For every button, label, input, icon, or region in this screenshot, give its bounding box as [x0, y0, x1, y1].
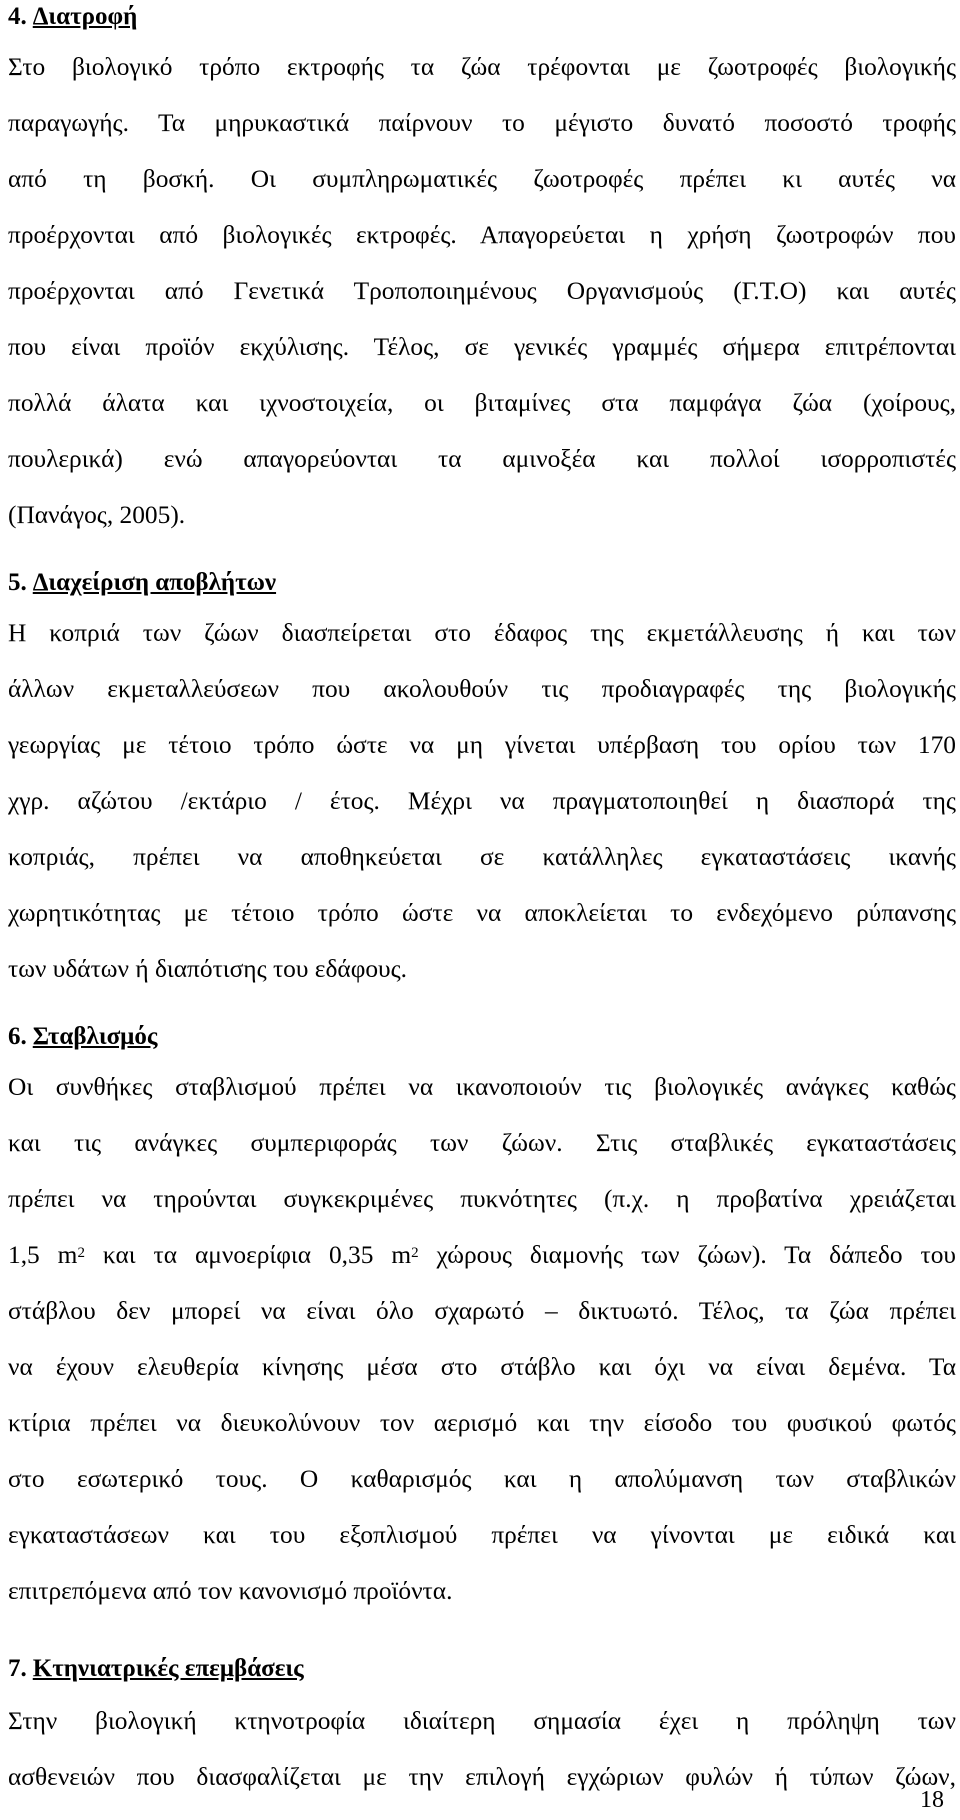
text-line: γεωργίας με τέτοιο τρόπο ώστε να μη γίνεται υπέρβαση του ορίου των 170: [8, 731, 956, 759]
text-line: να έχουν ελευθερία κίνησης μέσα στο στάβλο και όχι να είναι δεμένα. Τα: [8, 1353, 956, 1381]
section-paragraph-4: [8, 38, 956, 542]
text-line: κοπριάς, πρέπει να αποθηκεύεται σε κατάλληλες εγκαταστάσεις ικανής: [8, 843, 956, 871]
text-line: Οι συνθήκες σταβλισμού πρέπει να ικανοποιούν τις βιολογικές ανάγκες καθώς: [8, 1073, 956, 1101]
section-heading-7: [8, 1654, 956, 1684]
text-line: παραγωγής. Τα μηρυκαστικά παίρνουν το μέγιστο δυνατό ποσοστό τροφής: [8, 109, 956, 137]
section-paragraph-6: [8, 1058, 956, 1618]
section-paragraph-5: [8, 604, 956, 996]
section-heading-6: [8, 1022, 956, 1052]
text-line: πρέπει να τηρούνται συγκεκριμένες πυκνότητες (π.χ. η προβατίνα χρειάζεται: [8, 1185, 956, 1213]
text-line: (Πανάγος, 2005).: [8, 501, 186, 529]
superscript: 2: [411, 1245, 419, 1261]
page-number: 18: [920, 1787, 944, 1813]
text-line: Η κοπριά των ζώων διασπείρεται στο έδαφος της εκμετάλλευσης ή και των: [8, 619, 956, 647]
text-line: άλλων εκμεταλλεύσεων που ακολουθούν τις προδιαγραφές της βιολογικής: [8, 675, 956, 703]
text-line-with-superscripts: [8, 1226, 956, 1282]
text-line: εγκαταστάσεων και του εξοπλισμού πρέπει να γίνονται με ειδικά και: [8, 1521, 956, 1549]
text-line: και τις ανάγκες συμπεριφοράς των ζώων. Στις σταβλικές εγκαταστάσεις: [8, 1129, 956, 1157]
text-line: πουλερικά) ενώ απαγορεύονται τα αμινοξέα και πολλοί ισορροπιστές: [8, 445, 956, 473]
section-title: Διατροφή: [32, 3, 138, 30]
section-number: 6.: [8, 1023, 27, 1050]
text-line: χωρητικότητας με τέτοιο τρόπο ώστε να αποκλείεται το ενδεχόμενο ρύπανσης: [8, 899, 956, 927]
section-number: 4.: [8, 3, 27, 30]
section-heading-4: [8, 2, 956, 32]
line-part: 1,5 m: [8, 1241, 78, 1269]
text-line: των υδάτων ή διαπότισης του εδάφους.: [8, 955, 408, 983]
text-line: προέρχονται από Γενετικά Τροποποιημένους Οργανισμούς (Γ.Τ.Ο) και αυτές: [8, 277, 956, 305]
superscript: 2: [77, 1245, 85, 1261]
section-number: 7.: [8, 1655, 27, 1682]
section-title: Σταβλισμός: [32, 1023, 158, 1050]
text-line: από τη βοσκή. Οι συμπληρωματικές ζωοτροφές πρέπει κι αυτές να: [8, 165, 956, 193]
text-line: Στην βιολογική κτηνοτροφία ιδιαίτερη σημασία έχει η πρόληψη των: [8, 1707, 956, 1735]
section-title: Διαχείριση αποβλήτων: [32, 569, 277, 596]
text-line: προέρχονται από βιολογικές εκτροφές. Απαγορεύεται η χρήση ζωοτροφών που: [8, 221, 956, 249]
line-part: και τα αμνοερίφια 0,35 m: [84, 1241, 412, 1269]
line-part: χώρους διαμονής των ζώων). Τα δάπεδο του: [418, 1241, 956, 1269]
text-line: επιτρεπόμενα από τον κανονισμό προϊόντα.: [8, 1577, 453, 1605]
text-line: χγρ. αζώτου /εκτάριο / έτος. Μέχρι να πραγματοποιηθεί η διασπορά της: [8, 787, 956, 815]
section-heading-5: [8, 568, 956, 598]
text-line: στάβλου δεν μπορεί να είναι όλο σχαρωτό – δικτυωτό. Τέλος, τα ζώα πρέπει: [8, 1297, 956, 1325]
text-line: ασθενειών που διασφαλίζεται με την επιλογή εγχώριων φυλών ή τύπων ζώων,: [8, 1763, 956, 1791]
section-title: Κτηνιατρικές επεμβάσεις: [32, 1655, 304, 1682]
text-line: κτίρια πρέπει να διευκολύνουν τον αερισμό και την είσοδο του φυσικού φωτός: [8, 1409, 956, 1437]
section-paragraph-7: [8, 1692, 956, 1804]
section-number: 5.: [8, 569, 27, 596]
text-line: Στο βιολογικό τρόπο εκτροφής τα ζώα τρέφονται με ζωοτροφές βιολογικής: [8, 53, 956, 81]
text-line: που είναι προϊόν εκχύλισης. Τέλος, σε γενικές γραμμές σήμερα επιτρέπονται: [8, 333, 956, 361]
text-line: στο εσωτερικό τους. Ο καθαρισμός και η απολύμανση των σταβλικών: [8, 1465, 956, 1493]
text-line: πολλά άλατα και ιχνοστοιχεία, οι βιταμίνες στα παμφάγα ζώα (χοίρους,: [8, 389, 956, 417]
